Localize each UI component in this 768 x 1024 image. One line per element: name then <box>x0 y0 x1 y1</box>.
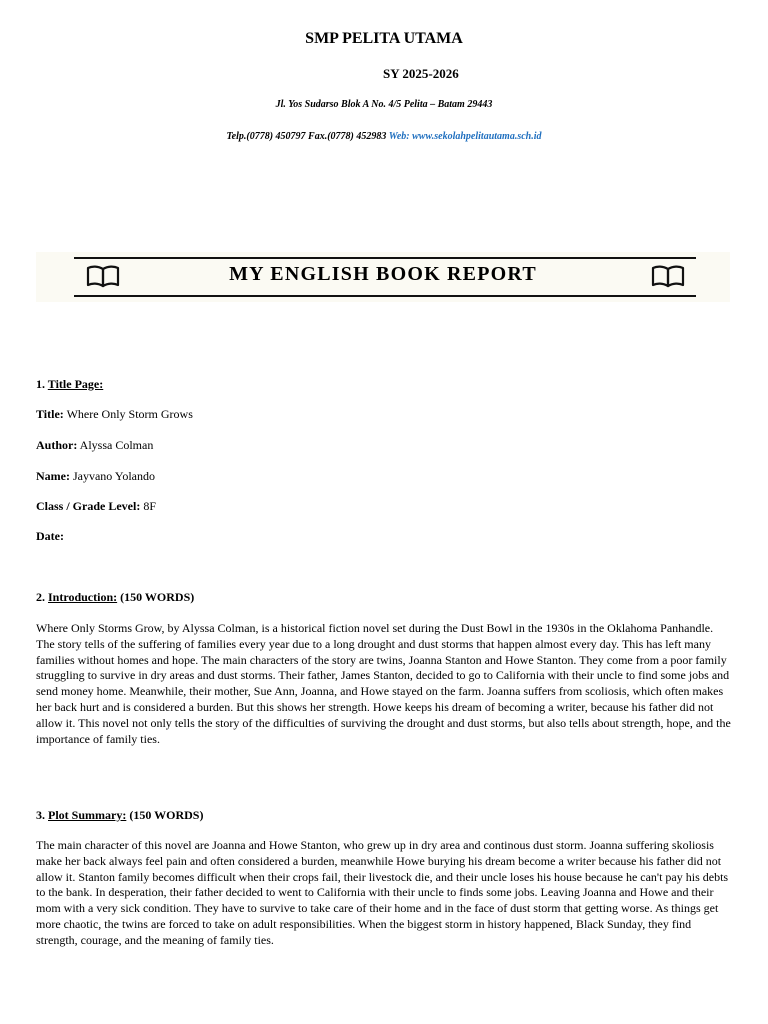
field-value: Jayvano Yolando <box>69 469 155 483</box>
word-count-note: (150 WORDS) <box>117 590 195 604</box>
field-name <box>36 469 155 484</box>
school-year: SY 2025-2026 <box>383 66 459 81</box>
introduction-paragraph: Where Only Storms Grow, by Alyssa Colman, is a historical fiction novel set during the Dust Bowl in the 1930s in the Oklahoma Panhandle. The story tells of the suffering of families every year due to a long drought and dust storms that happen almost every day. This has left many families without homes and hope. The main characters of the story are twins, Joanna Stanton and Howe Stanton. They come from a poor family struggling to survive in dry areas and dust storms. Their father, James Stanton, decided to go to California with their uncle to find some jobs and send money home. Meanwhile, their mother, Sue Ann, Joanna, and Howe stayed on the farm. Joanna suffers from scoliosis, which often makes her back hurt and is considered a burden. But this shows her strength. Howe keeps his dream of becoming a writer, because his father did not allow it. This novel not only tells the story of the difficulties of surviving the drought and dust storms, but also tells about strength, hope, and the importance of family ties. <box>36 621 731 746</box>
field-label: Class / Grade Level: <box>36 499 141 513</box>
school-name: SMP PELITA UTAMA <box>305 30 463 47</box>
section-title: Introduction: <box>48 590 118 604</box>
field-value: Where Only Storm Grows <box>63 407 193 421</box>
word-count-note: (150 WORDS) <box>126 808 204 822</box>
field-label: Name: <box>36 469 70 483</box>
contact-website-link[interactable]: Web: www.sekolahpelitautama.sch.id <box>388 131 542 142</box>
banner-title: MY ENGLISH BOOK REPORT <box>229 263 537 285</box>
field-date <box>36 529 64 544</box>
section-1-heading <box>36 377 103 392</box>
field-label: Author: <box>36 438 78 452</box>
field-label: Date: <box>36 529 64 543</box>
open-book-icon <box>651 264 685 288</box>
field-value: Alyssa Colman <box>77 438 154 452</box>
section-2-heading <box>36 590 194 605</box>
school-address: Jl. Yos Sudarso Blok A No. 4/5 Pelita – Batam 29443 <box>275 99 493 110</box>
plot-summary-paragraph: The main character of this novel are Joanna and Howe Stanton, who grew up in dry area and continous dust storm. Joanna suffering skoliosis make her back always feel pain and often considered a burden, meanwhile Howe burying his dream become a writer because his father did not allow it. Stanton family becomes difficult when their crops fail, their livestock die, and their uncle loses his house because he can't pay his debts to the bank. In desperation, their father decided to went to California with their uncle to finds some jobs. Leaving Joanna and Howe and their mom with a very sick condition. They have to survive to take care of their home and in the face of dust storm that getting worse. As things get more chaotic, the twins are forced to take on adult responsibilities. When the biggest storm in history happened, Black Sunday, they find strength, courage, and the meaning of family ties. <box>36 838 729 947</box>
field-value: 8F <box>140 499 157 513</box>
section-number: 3. <box>36 808 45 822</box>
field-title <box>36 407 193 422</box>
section-title: Title Page: <box>47 377 104 391</box>
section-number: 1. <box>36 377 45 391</box>
school-contact <box>0 131 768 142</box>
book-report-banner <box>36 252 730 302</box>
section-3-heading <box>36 808 203 823</box>
section-number: 2. <box>36 590 45 604</box>
section-title: Plot Summary: <box>48 808 127 822</box>
field-author <box>36 438 153 453</box>
field-label: Title: <box>36 407 64 421</box>
banner-top-rule <box>74 257 696 259</box>
field-class-grade <box>36 499 156 514</box>
banner-bottom-rule <box>74 295 696 297</box>
contact-phone-fax: Telp.(0778) 450797 Fax.(0778) 452983 <box>226 131 389 142</box>
